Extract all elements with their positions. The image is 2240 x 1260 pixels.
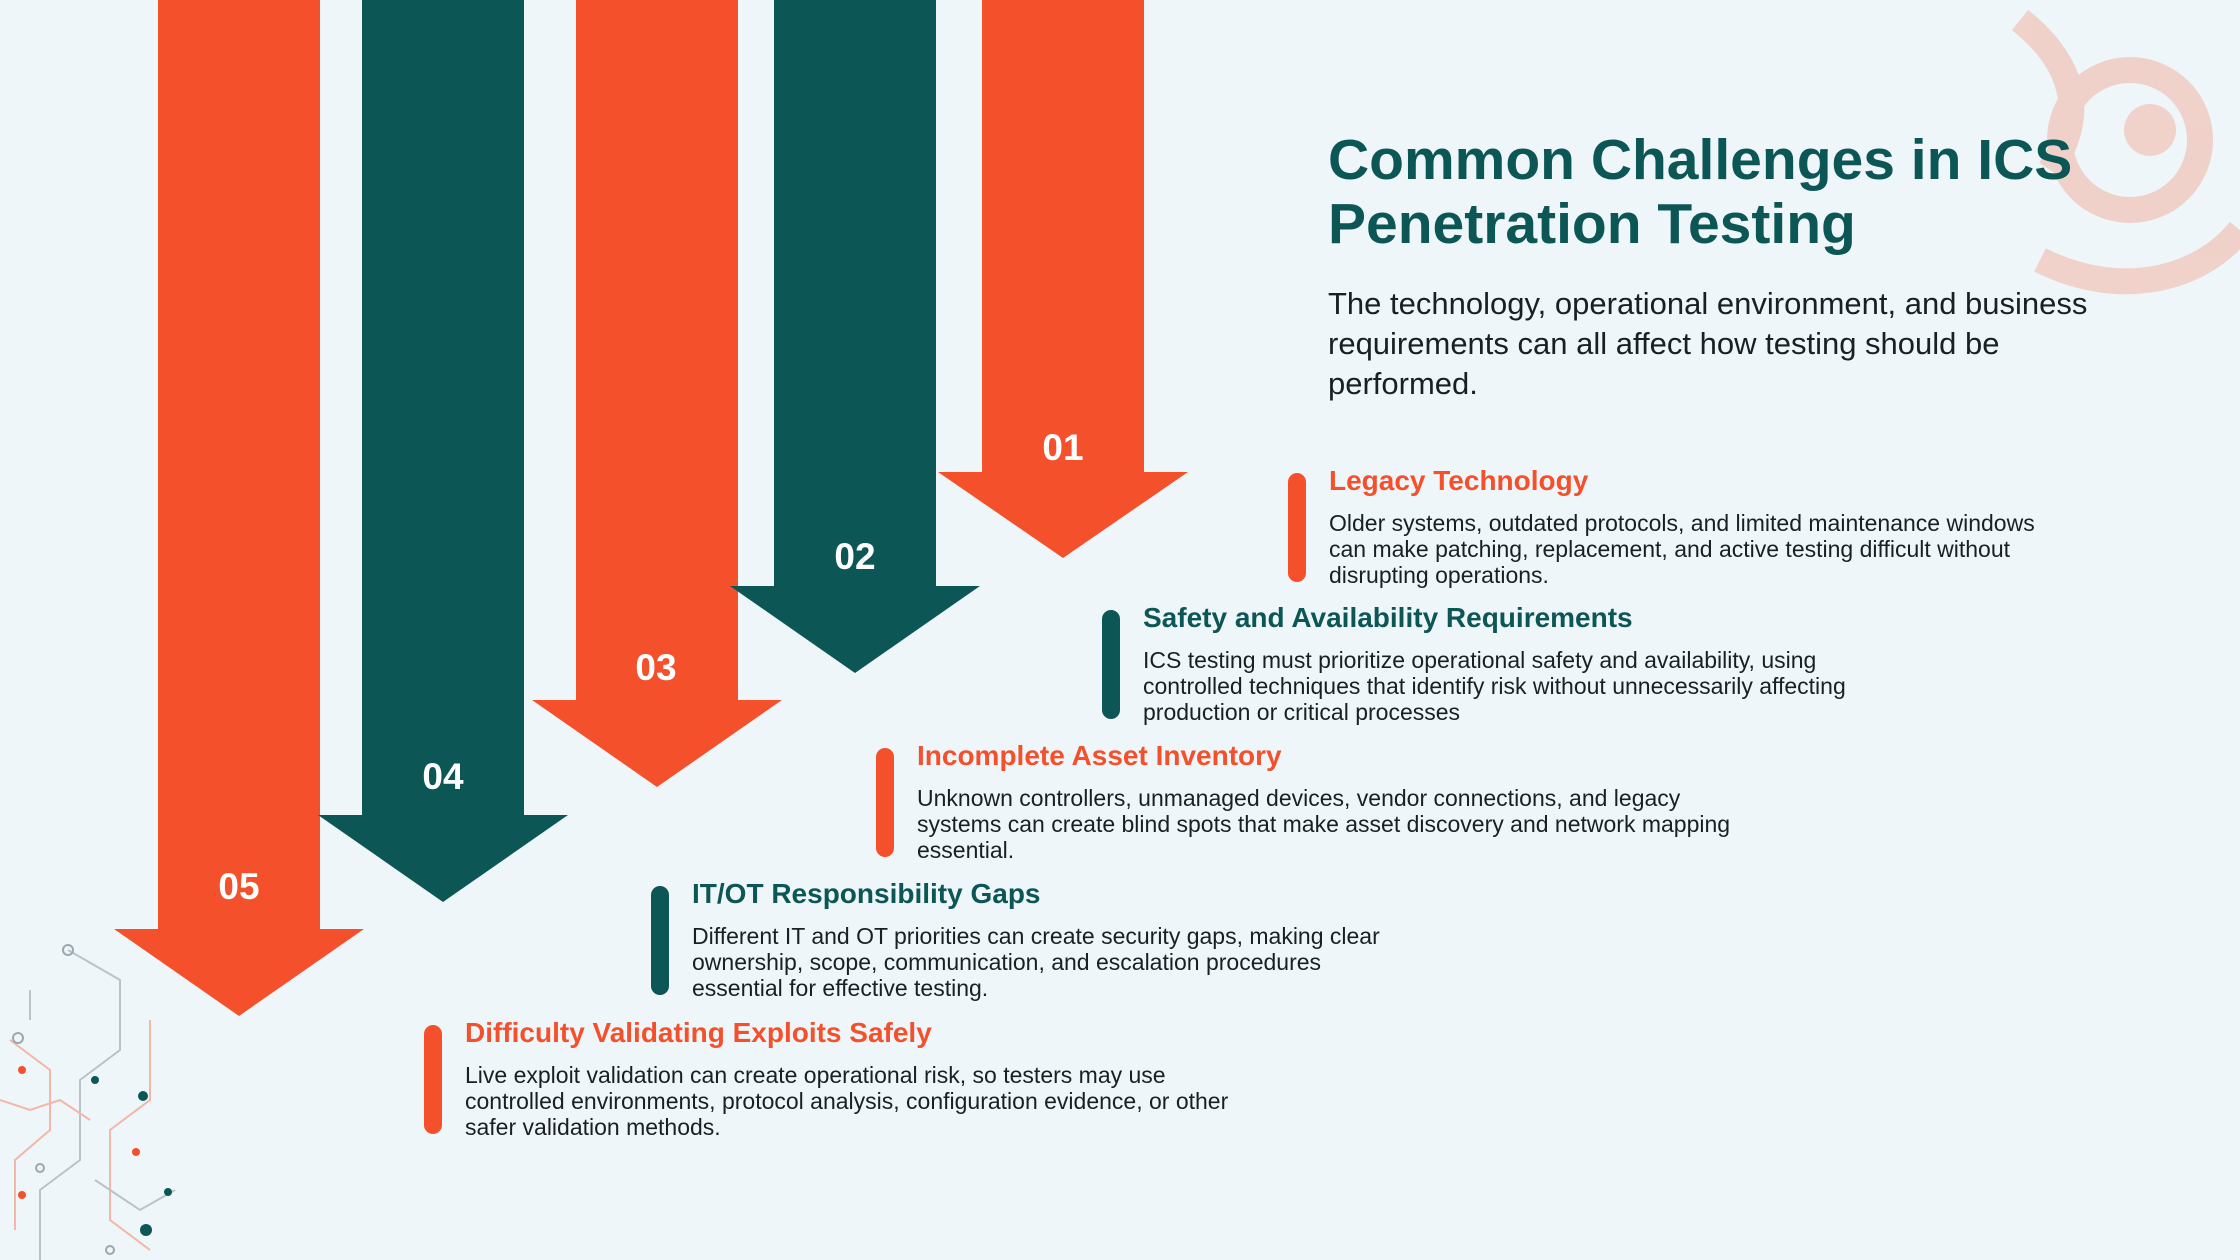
step-description: Different IT and OT priorities can create security gaps, making clear ownership, scope, communication, and escalation procedures essential for effective testing. <box>692 923 1380 1001</box>
step-heading: IT/OT Responsibility Gaps <box>692 878 1041 909</box>
step-marker <box>651 886 669 995</box>
step-number-05: 05 <box>218 866 260 907</box>
step-number-02: 02 <box>834 536 876 577</box>
step-description: ICS testing must prioritize operational safety and availability, using controlled techniques that identify risk without unnecessarily affecting production or critical processes <box>1143 647 1846 725</box>
step-heading: Difficulty Validating Exploits Safely <box>465 1017 932 1048</box>
step-heading: Safety and Availability Requirements <box>1143 602 1633 633</box>
step-description: Unknown controllers, unmanaged devices, vendor connections, and legacy systems can create blind spots that make asset discovery and network mapping essential. <box>917 785 1731 863</box>
step-heading: Legacy Technology <box>1329 465 1589 496</box>
step-number-04: 04 <box>422 756 464 797</box>
step-heading: Incomplete Asset Inventory <box>917 740 1282 771</box>
step-marker <box>1288 473 1306 582</box>
page-title: Common Challenges in ICS Penetration Testing <box>1328 128 2073 256</box>
arrow-step-01 <box>938 0 1188 558</box>
step-number-03: 03 <box>635 647 677 688</box>
page-subtitle: The technology, operational environment, and business requirements can all affect how testing should be performed. <box>1328 286 2088 401</box>
step-description: Older systems, outdated protocols, and limited maintenance windows can make patching, replacement, and active testing difficult without disrupting operations. <box>1329 510 2035 588</box>
step-marker <box>1102 610 1120 719</box>
step-description: Live exploit validation can create operational risk, so testers may use controlled environments, protocol analysis, configuration evidence, or other safer validation methods. <box>465 1062 1229 1140</box>
step-number-01: 01 <box>1042 427 1084 468</box>
arrow-step-05 <box>114 0 364 1016</box>
step-marker <box>876 748 894 857</box>
step-marker <box>424 1025 442 1134</box>
